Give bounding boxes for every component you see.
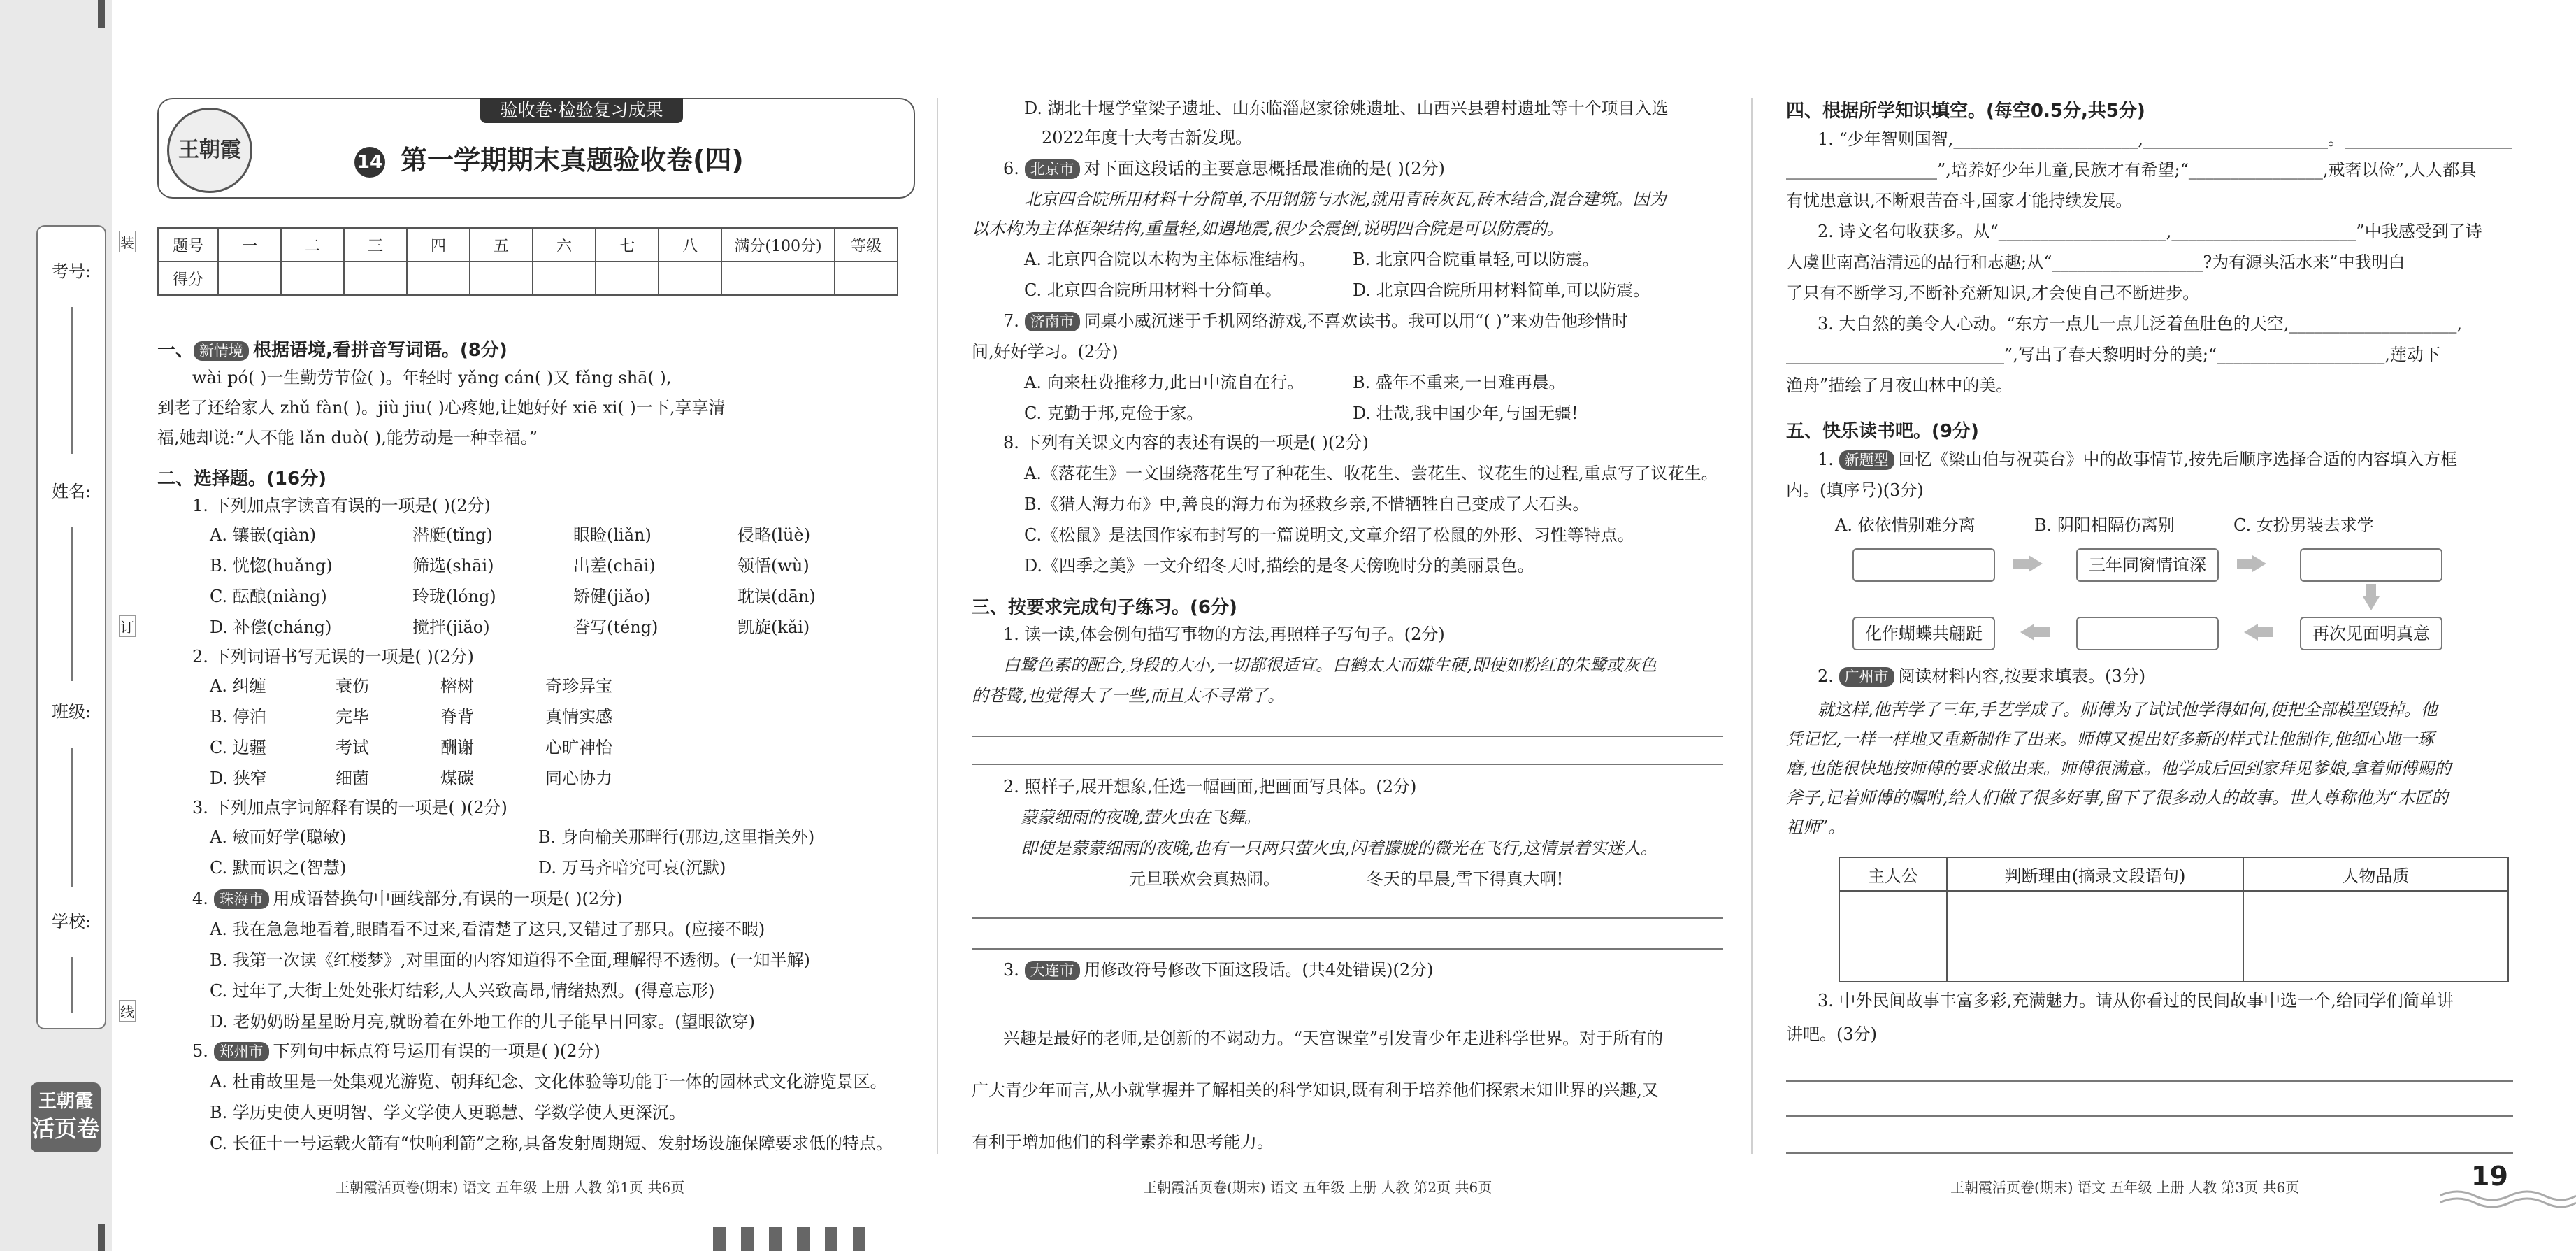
page-column-2: [965, 0, 1727, 1251]
r3-stem: 3. 中外民间故事丰富多彩,充满魅力。请从你看过的民间故事中选一个,给同学们简单讲: [1818, 991, 2454, 1010]
q6-option-d: D. 北京四合院所用材料简单,可以防震。: [1353, 280, 1650, 300]
p2-stem: 2. 照样子,展开想象,任选一幅画面,把画面写具体。(2分): [1003, 777, 1417, 796]
r1-text: 回忆《梁山伯与祝英台》中的故事情节,按先后顺序选择合适的内容填入方框: [1898, 450, 2458, 469]
p3-text: 用修改符号修改下面这段话。(共4处错误)(2分): [1084, 960, 1434, 980]
flow-arrow-right-icon: [2252, 555, 2266, 572]
q1-option-d3: 誊写(téng): [573, 617, 659, 637]
q5-text: 下列句中标点符号运用有误的一项是( )(2分): [273, 1041, 600, 1061]
q8-option-b: B.《猎人海力布》中,善良的海力布为拯救乡亲,不惜牺牲自己变成了大石头。: [1024, 494, 1590, 514]
f3-line-3: 渔舟”描绘了月夜山林中的美。: [1786, 376, 2013, 395]
s1-line-1: wài pó( )一生勤劳节俭( )。年轻时 yǎng cán( )又 fǎng shā( ),: [192, 368, 672, 387]
score-cell: 等级: [835, 228, 898, 262]
q3-stem: 3. 下列加点字词解释有误的一项是( )(2分): [192, 798, 508, 817]
score-input-cell[interactable]: [659, 262, 721, 295]
flow-blank-box-1[interactable]: [1852, 548, 1995, 582]
table-answer-cell[interactable]: [1839, 891, 1947, 982]
q3-option-a: A. 敏而好学(聪敏): [210, 827, 347, 847]
q8-stem: 8. 下列有关课文内容的表述有误的一项是( )(2分): [1003, 433, 1369, 452]
flow-arrow-shaft: [2034, 627, 2050, 637]
q1-option-a1: A. 镶嵌(qiàn): [210, 525, 317, 545]
answer-line[interactable]: [1786, 1080, 2513, 1082]
answer-line[interactable]: [972, 917, 1723, 919]
q2-option: 衰伤: [336, 676, 369, 696]
flow-arrow-shaft: [2013, 559, 2029, 569]
character-table: [1839, 857, 2509, 982]
student-info-box: [36, 225, 106, 1029]
q5-option-a: A. 杜甫故里是一处集观光游览、朝拜纪念、文化体验等功能于一体的园林式文化游览景区。: [210, 1072, 887, 1092]
score-cell: 八: [659, 228, 721, 262]
s1-line-3: 福,她却说:“人不能 lǎn duò( ),能劳动是一种幸福。”: [157, 428, 538, 448]
q4-text: 用成语替换句中画线部分,有误的一项是( )(2分): [273, 889, 623, 908]
q1-option-c4: 耽误(dān): [737, 587, 816, 606]
cut-mark-2: 订: [119, 615, 136, 637]
q2-option: 同心协力: [545, 769, 612, 788]
exam-header: [157, 98, 915, 199]
score-input-cell[interactable]: [407, 262, 470, 295]
r1-option-c: C. 女扮男装去求学: [2233, 515, 2374, 535]
flow-box-2: 三年同窗情谊深: [2076, 548, 2219, 582]
flow-arrow-shaft: [2366, 584, 2376, 596]
q5-stem: 5. 郑州市 下列句中标点符号运用有误的一项是( )(2分): [192, 1041, 600, 1061]
q1-option-a2: 潜艇(tǐng): [412, 525, 493, 545]
section-1-heading: [157, 336, 508, 362]
r2-stem: [1818, 664, 2145, 688]
q5-badge: 郑州市: [214, 1042, 269, 1061]
q1-option-c1: C. 酝酿(niàng): [210, 587, 327, 606]
q6-option-c: C. 北京四合院所用材料十分简单。: [1024, 280, 1282, 300]
q1-option-b1: B. 恍惚(huǎng): [210, 556, 333, 576]
q4-option-a: A. 我在急急地看着,眼睛看不过来,看清楚了这只,又错过了那只。(应接不暇): [210, 920, 765, 939]
registration-mark: [769, 1227, 782, 1251]
p3-passage-2: 广大青少年而言,从小就掌握并了解相关的科学知识,既有利于培养他们探索未知世界的兴趣,又: [972, 1080, 1659, 1100]
score-cell: 七: [596, 228, 659, 262]
q7-option-c: C. 克勤于邦,克俭于家。: [1024, 403, 1204, 423]
q4-option-c: C. 过年了,大街上处处张灯结彩,人人兴致高昂,情绪热烈。(得意忘形): [210, 981, 715, 1001]
q7-option-a: A. 向来枉费推移力,此日中流自在行。: [1024, 373, 1304, 392]
q8-option-d: D.《四季之美》一文介绍冬天时,描绘的是冬天傍晚时分的美丽景色。: [1024, 556, 1534, 576]
name-label: 姓名:: [51, 482, 92, 501]
column-divider-1: [937, 98, 938, 1154]
r1-option-b: B. 阴阳相隔伤离别: [2034, 515, 2175, 535]
q6-badge: 北京市: [1025, 159, 1080, 179]
q8-option-a: A.《落花生》一文围绕落花生写了种花生、收花生、尝花生、议花生的过程,重点写了议花生。: [1024, 464, 1718, 483]
registration-mark: [825, 1227, 837, 1251]
q1-stem: 1. 下列加点字读音有误的一项是( )(2分): [192, 496, 491, 515]
page-number: 19: [2471, 1161, 2508, 1192]
cut-mark-1: 装: [119, 231, 136, 252]
answer-line[interactable]: [972, 948, 1723, 950]
score-input-cell[interactable]: [281, 262, 344, 295]
q1-option-d4: 凯旋(kǎi): [737, 617, 810, 637]
section-1-badge: 新情境: [194, 341, 249, 361]
table-header-cell: 判断理由(摘录文段语句): [1947, 857, 2243, 891]
r2-passage-1: 就这样,他苦学了三年,手艺学成了。师傅为了试试他学得如何,便把全部模型毁掉。他: [1818, 700, 2438, 720]
q1-option-b2: 筛选(shāi): [412, 556, 494, 576]
score-input-cell[interactable]: [344, 262, 407, 295]
q2-option: 酬谢: [440, 738, 474, 757]
table-header-cell: 人物品质: [2243, 857, 2508, 891]
q1-option-d2: 搅拌(jiǎo): [412, 617, 490, 637]
p2-example-1: 蒙蒙细雨的夜晚,萤火虫在飞舞。: [1021, 808, 1261, 827]
r2-passage-4: 斧子,记着师傅的嘱咐,给人们做了很多好事,留下了很多动人的故事。世人尊称他为“木匠的: [1786, 788, 2449, 808]
q2-option: D. 狭窄: [210, 769, 267, 788]
q5-option-b: B. 学历史使人更明智、学文学使人更聪慧、学数学使人更深沉。: [210, 1103, 686, 1122]
exam-title: [354, 138, 744, 178]
exam-number-badge: 14: [354, 147, 385, 178]
p1-example-2: 的苍鹭,也觉得大了一些,而且太不寻常了。: [972, 686, 1285, 706]
f2-line-3: 了只有不断学习,不断补充新知识,才会使自己不断进步。: [1786, 283, 2200, 303]
character-table-header: [1839, 857, 2508, 891]
score-input-cell[interactable]: [721, 262, 835, 295]
exam-no-line: [71, 307, 73, 454]
q6-passage-2: 以木构为主体框架结构,重量轻,如遇地震,很少会震倒,说明四合院是可以防震的。: [972, 219, 1564, 238]
r2-badge: 广州市: [1839, 667, 1894, 687]
flow-blank-box-5[interactable]: [2076, 617, 2219, 650]
q6-stem: 6. 北京市 对下面这段话的主要意思概括最准确的是( )(2分): [1003, 159, 1445, 178]
section-4-heading: 四、根据所学知识填空。(每空0.5分,共5分): [1786, 101, 2145, 122]
q6-option-b: B. 北京四合院重量轻,可以防震。: [1353, 250, 1599, 269]
q2-option: 心旷神怡: [545, 738, 612, 757]
r1-stem: [1818, 448, 2457, 471]
q2-option: 榕树: [440, 676, 474, 696]
score-input-cell[interactable]: [470, 262, 533, 295]
q5-option-c: C. 长征十一号运载火箭有“快响利箭”之称,具备发射周期短、发射场设施保障要求低的特点。: [210, 1134, 893, 1153]
section-3-heading: 三、按要求完成句子练习。(6分): [972, 597, 1237, 618]
binding-strip: [0, 0, 112, 1251]
q2-option: 完毕: [336, 707, 369, 727]
score-cell: 题号: [158, 228, 218, 262]
q3-option-d: D. 万马齐喑究可哀(沉默): [538, 858, 726, 878]
r1-stem-line2: 内。(填序号)(3分): [1786, 480, 1924, 500]
q5-option-d-line2: 2022年度十大考古新发现。: [1042, 128, 1253, 148]
score-input-cell[interactable]: [596, 262, 659, 295]
p1-stem: 1. 读一读,体会例句描写事物的方法,再照样子写句子。(2分): [1003, 624, 1445, 644]
r1-option-a: A. 依依惜别难分离: [1835, 515, 1976, 535]
header-tag: 验收卷·检验复习成果: [480, 98, 683, 123]
r2-passage-5: 祖师”。: [1786, 817, 1845, 837]
f3-line-1: 3. 大自然的美令人心动。“东方一点儿一点儿泛着鱼肚色的天空,____________________,: [1818, 314, 2463, 334]
q1-option-a4: 侵略(lüè): [737, 525, 811, 545]
flow-arrow-down-icon: [2363, 596, 2380, 610]
q7-stem-line2: 间,好好学习。(2分): [972, 342, 1118, 362]
brand-logo-top: 王朝霞: [38, 1091, 93, 1112]
class-line: [71, 748, 73, 887]
q2-stem: 2. 下列词语书写无误的一项是( )(2分): [192, 647, 474, 666]
p1-example-1: 白鹭色素的配合,身段的大小,一切都很适宜。白鹤太大而嫌生硬,即使如粉红的朱鹭或灰色: [1003, 655, 1657, 675]
exam-title-text: 第一学期期末真题验收卷(四): [401, 145, 744, 176]
name-line: [71, 527, 73, 681]
p3-stem: 3. 大连市 用修改符号修改下面这段话。(共4处错误)(2分): [1003, 960, 1434, 980]
q1-option-c2: 玲珑(lóng): [412, 587, 496, 606]
f2-line-2: 人虞世南高洁清远的品行和志趣;从“__________________?为有源头活水来”中我明白: [1786, 252, 2405, 272]
registration-mark: [797, 1227, 810, 1251]
q4-badge: 珠海市: [214, 889, 269, 909]
q2-option: 细菌: [336, 769, 369, 788]
q4-stem: 4. 珠海市 用成语替换句中画线部分,有误的一项是( )(2分): [192, 889, 623, 908]
exam-no-label: 考号:: [51, 262, 92, 281]
footer-page-3: 王朝霞活页卷(期末) 语文 五年级 上册 人教 第3页 共6页: [1950, 1179, 2300, 1196]
score-cell: 二: [281, 228, 344, 262]
seal-text: 王朝霞: [178, 138, 241, 162]
score-input-cell[interactable]: [533, 262, 596, 295]
q7-option-b: B. 盛年不重来,一日难再晨。: [1353, 373, 1566, 392]
section-2-heading: 二、选择题。(16分): [157, 469, 326, 489]
q1-option-c3: 矫健(jiǎo): [573, 587, 651, 606]
flow-box-4: 再次见面明真意: [2300, 617, 2442, 650]
q7-option-d: D. 壮哉,我中国少年,与国无疆!: [1353, 403, 1578, 423]
r2-text: 阅读材料内容,按要求填表。(3分): [1898, 666, 2146, 686]
p3-passage-3: 有利于增加他们的科学素养和思考能力。: [972, 1132, 1274, 1152]
score-cell: 六: [533, 228, 596, 262]
r2-passage-2: 凭记忆,一样一样地又重新制作了出来。师傅又提出好多新的样式让他制作,他细心地一琢: [1786, 729, 2435, 749]
brand-seal-icon: [167, 108, 252, 193]
s1-line-2: 到老了还给家人 zhǔ fàn( )。jiù jiu( )心疼她,让她好好 xiē xi( )一下,享享清: [157, 398, 726, 417]
q4-option-b: B. 我第一次读《红楼梦》,对里面的内容知道得不全面,理解得不透彻。(一知半解): [210, 950, 810, 970]
q2-option: 奇珍异宝: [545, 676, 612, 696]
section-1-title: 根据语境,看拼音写词语。(8分): [253, 340, 508, 361]
column-divider-2: [1751, 98, 1753, 1154]
q7-stem: 7. 济南市 同桌小威沉迷于手机网络游戏,不喜欢读书。我可以用“( )”来劝告他珍惜时: [1003, 311, 1629, 331]
q1-option-b4: 领悟(wù): [737, 556, 810, 576]
q6-option-a: A. 北京四合院以木构为主体标准结构。: [1024, 250, 1316, 269]
table-answer-cell[interactable]: [2243, 891, 2508, 982]
brand-logo: [31, 1082, 101, 1152]
f1-line-1: 1. “少年智则国智,______________________,______________________。____________________: [1818, 129, 2513, 149]
q4-option-d: D. 老奶奶盼星星盼月亮,就盼着在外地工作的儿子能早日回家。(望眼欲穿): [210, 1012, 755, 1031]
q7-badge: 济南市: [1025, 312, 1080, 331]
registration-mark: [853, 1227, 865, 1251]
school-line: [71, 957, 73, 1013]
score-table: [157, 227, 898, 296]
p3-badge: 大连市: [1025, 961, 1080, 980]
q1-option-b3: 出差(chāi): [573, 556, 656, 576]
table-answer-cell[interactable]: [1947, 891, 2243, 982]
flow-arrow-right-icon: [2029, 555, 2043, 572]
binding-top-mark: [98, 0, 105, 28]
q2-option: C. 边疆: [210, 738, 266, 757]
section-5-heading: 五、快乐读书吧。(9分): [1786, 421, 1979, 442]
school-label: 学校:: [51, 912, 92, 931]
q2-option: 真情实感: [545, 707, 612, 727]
flow-arrow-left-icon: [2020, 624, 2034, 641]
score-input-cell[interactable]: [218, 262, 281, 295]
q7-text: 同桌小威沉迷于手机网络游戏,不喜欢读书。我可以用“( )”来劝告他珍惜时: [1084, 311, 1629, 331]
p3-passage-1: 兴趣是最好的老师,是创新的不竭动力。“天宫课堂”引发青少年走进科学世界。对于所有的: [1003, 1029, 1664, 1048]
score-cell: 四: [407, 228, 470, 262]
score-cell: 三: [344, 228, 407, 262]
brand-logo-bottom: 活页卷: [31, 1115, 99, 1142]
score-table-header-row: [158, 228, 898, 262]
r2-passage-3: 磨,也能很快地按师傅的要求做出来。师傅很满意。他学成后回到家拜见爹娘,拿着师傅赐的: [1786, 759, 2452, 778]
q6-passage-1: 北京四合院所用材料十分简单,不用钢筋与水泥,就用青砖灰瓦,砖木结合,混合建筑。因为: [1024, 190, 1667, 209]
r3-stem-line2: 讲吧。(3分): [1786, 1024, 1877, 1044]
p2-option-2: 冬天的早晨,雪下得真大啊!: [1367, 869, 1564, 889]
q3-option-c: C. 默而识之(智慧): [210, 858, 347, 878]
answer-line[interactable]: [1786, 1115, 2513, 1117]
answer-line[interactable]: [972, 736, 1723, 737]
class-label: 班级:: [51, 702, 92, 722]
flow-box-6: 化作蝴蝶共翩跹: [1852, 617, 1995, 650]
q5-option-d-line1: D. 湖北十堰学堂梁子遗址、山东临淄赵家徐姚遗址、山西兴县碧村遗址等十个项目入选: [1024, 99, 1669, 118]
score-cell: 五: [470, 228, 533, 262]
score-cell: 一: [218, 228, 281, 262]
section-1-number: 一、: [157, 340, 194, 361]
binding-bottom-mark: [98, 1224, 105, 1251]
answer-line[interactable]: [1786, 1152, 2513, 1154]
footer-page-2: 王朝霞活页卷(期末) 语文 五年级 上册 人教 第2页 共6页: [1143, 1179, 1492, 1196]
q2-option: 脊背: [440, 707, 474, 727]
page-column-1: [150, 0, 912, 1251]
p2-option-1: 元旦联欢会真热闹。: [1129, 869, 1280, 889]
decorative-wave-icon: [2440, 1182, 2576, 1210]
flow-arrow-shaft: [2237, 559, 2252, 569]
q2-option: A. 纠缠: [210, 676, 266, 696]
q2-option: 考试: [336, 738, 369, 757]
q2-option: 煤碳: [440, 769, 474, 788]
page-column-3: [1779, 0, 2517, 1251]
q6-text: 对下面这段话的主要意思概括最准确的是( )(2分): [1084, 159, 1445, 178]
table-header-cell: 主人公: [1839, 857, 1947, 891]
flow-blank-box-3[interactable]: [2300, 548, 2442, 582]
score-cell: 满分(100分): [721, 228, 835, 262]
registration-mark: [713, 1227, 726, 1251]
flow-arrow-left-icon: [2244, 624, 2258, 641]
flow-arrow-shaft: [2258, 627, 2273, 637]
answer-line[interactable]: [972, 764, 1723, 765]
q3-option-b: B. 身向榆关那畔行(那边,这里指关外): [538, 827, 815, 847]
q2-option: B. 停泊: [210, 707, 266, 727]
score-input-cell[interactable]: [835, 262, 898, 295]
p2-example-2: 即使是蒙蒙细雨的夜晚,也有一只两只萤火虫,闪着朦胧的微光在飞行,这情景着实迷人。: [1021, 838, 1657, 858]
f1-line-2: __________________”,培养好少年儿童,民族才有希望;“________________,戒奢以俭”,人人都具: [1786, 160, 2477, 180]
q1-option-a3: 眼睑(liǎn): [573, 525, 652, 545]
score-row-label: 得分: [158, 262, 218, 295]
character-table-answer-row: [1839, 891, 2508, 982]
f2-line-1: 2. 诗文名句收获多。从“____________________,______________________”中我感受到了诗: [1818, 222, 2482, 241]
q1-option-d1: D. 补偿(cháng): [210, 617, 332, 637]
score-table-score-row: [158, 262, 898, 295]
f1-line-3: 有忧患意识,不断艰苦奋斗,国家才能持续发展。: [1786, 191, 2133, 210]
r2-number: 2.: [1818, 666, 1834, 686]
r1-number: 1.: [1818, 450, 1834, 469]
footer-page-1: 王朝霞活页卷(期末) 语文 五年级 上册 人教 第1页 共6页: [336, 1179, 685, 1196]
q8-option-c: C.《松鼠》是法国作家布封写的一篇说明文,文章介绍了松鼠的外形、习性等特点。: [1024, 525, 1634, 545]
f3-line-2: __________________________”,写出了春天黎明时分的美;“____________________,莲动下: [1786, 345, 2440, 364]
registration-mark: [741, 1227, 754, 1251]
cut-mark-3: 线: [119, 1000, 136, 1022]
r1-badge: 新题型: [1839, 450, 1894, 470]
